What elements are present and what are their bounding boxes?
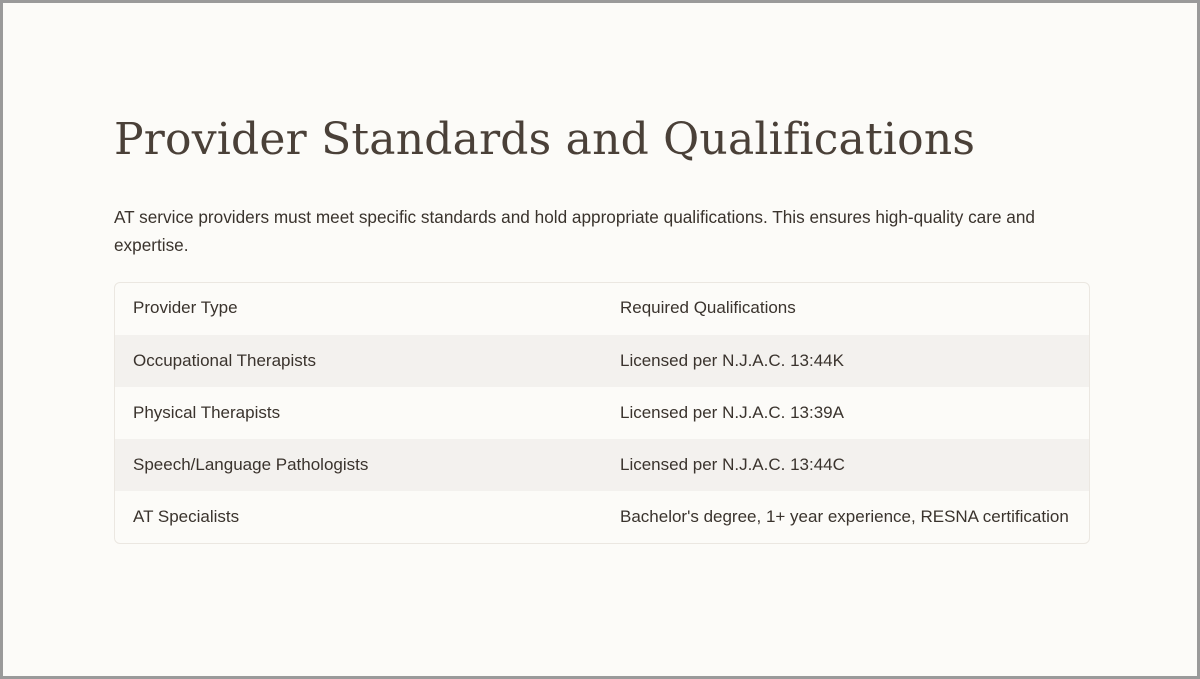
qualification-cell: Licensed per N.J.A.C. 13:44C [620,455,845,474]
qualification-cell: Licensed per N.J.A.C. 13:39A [620,403,844,422]
provider-type-cell: Physical Therapists [133,403,281,422]
qualification-cell: Licensed per N.J.A.C. 13:44K [620,351,844,370]
provider-type-cell: AT Specialists [133,507,240,526]
table-row [115,439,1089,491]
table-header-row [115,283,1089,335]
table-row [115,335,1089,387]
qualification-cell: Bachelor's degree, 1+ year experience, RESNA certification [620,507,1069,526]
main-content [114,111,1090,526]
provider-type-cell: Occupational Therapists [133,351,317,370]
intro-paragraph: AT service providers must meet specific standards and hold appropriate qualifications. This ensures high-quality care and expertise. [114,207,1035,255]
column-header-provider-type: Provider Type [133,298,238,317]
table-row [115,387,1089,439]
provider-type-cell: Speech/Language Pathologists [133,455,369,474]
column-header-required-qualifications: Required Qualifications [620,298,796,317]
table-row [115,491,1089,543]
page-title: Provider Standards and Qualifications [114,114,976,165]
qualifications-table [114,282,1090,544]
